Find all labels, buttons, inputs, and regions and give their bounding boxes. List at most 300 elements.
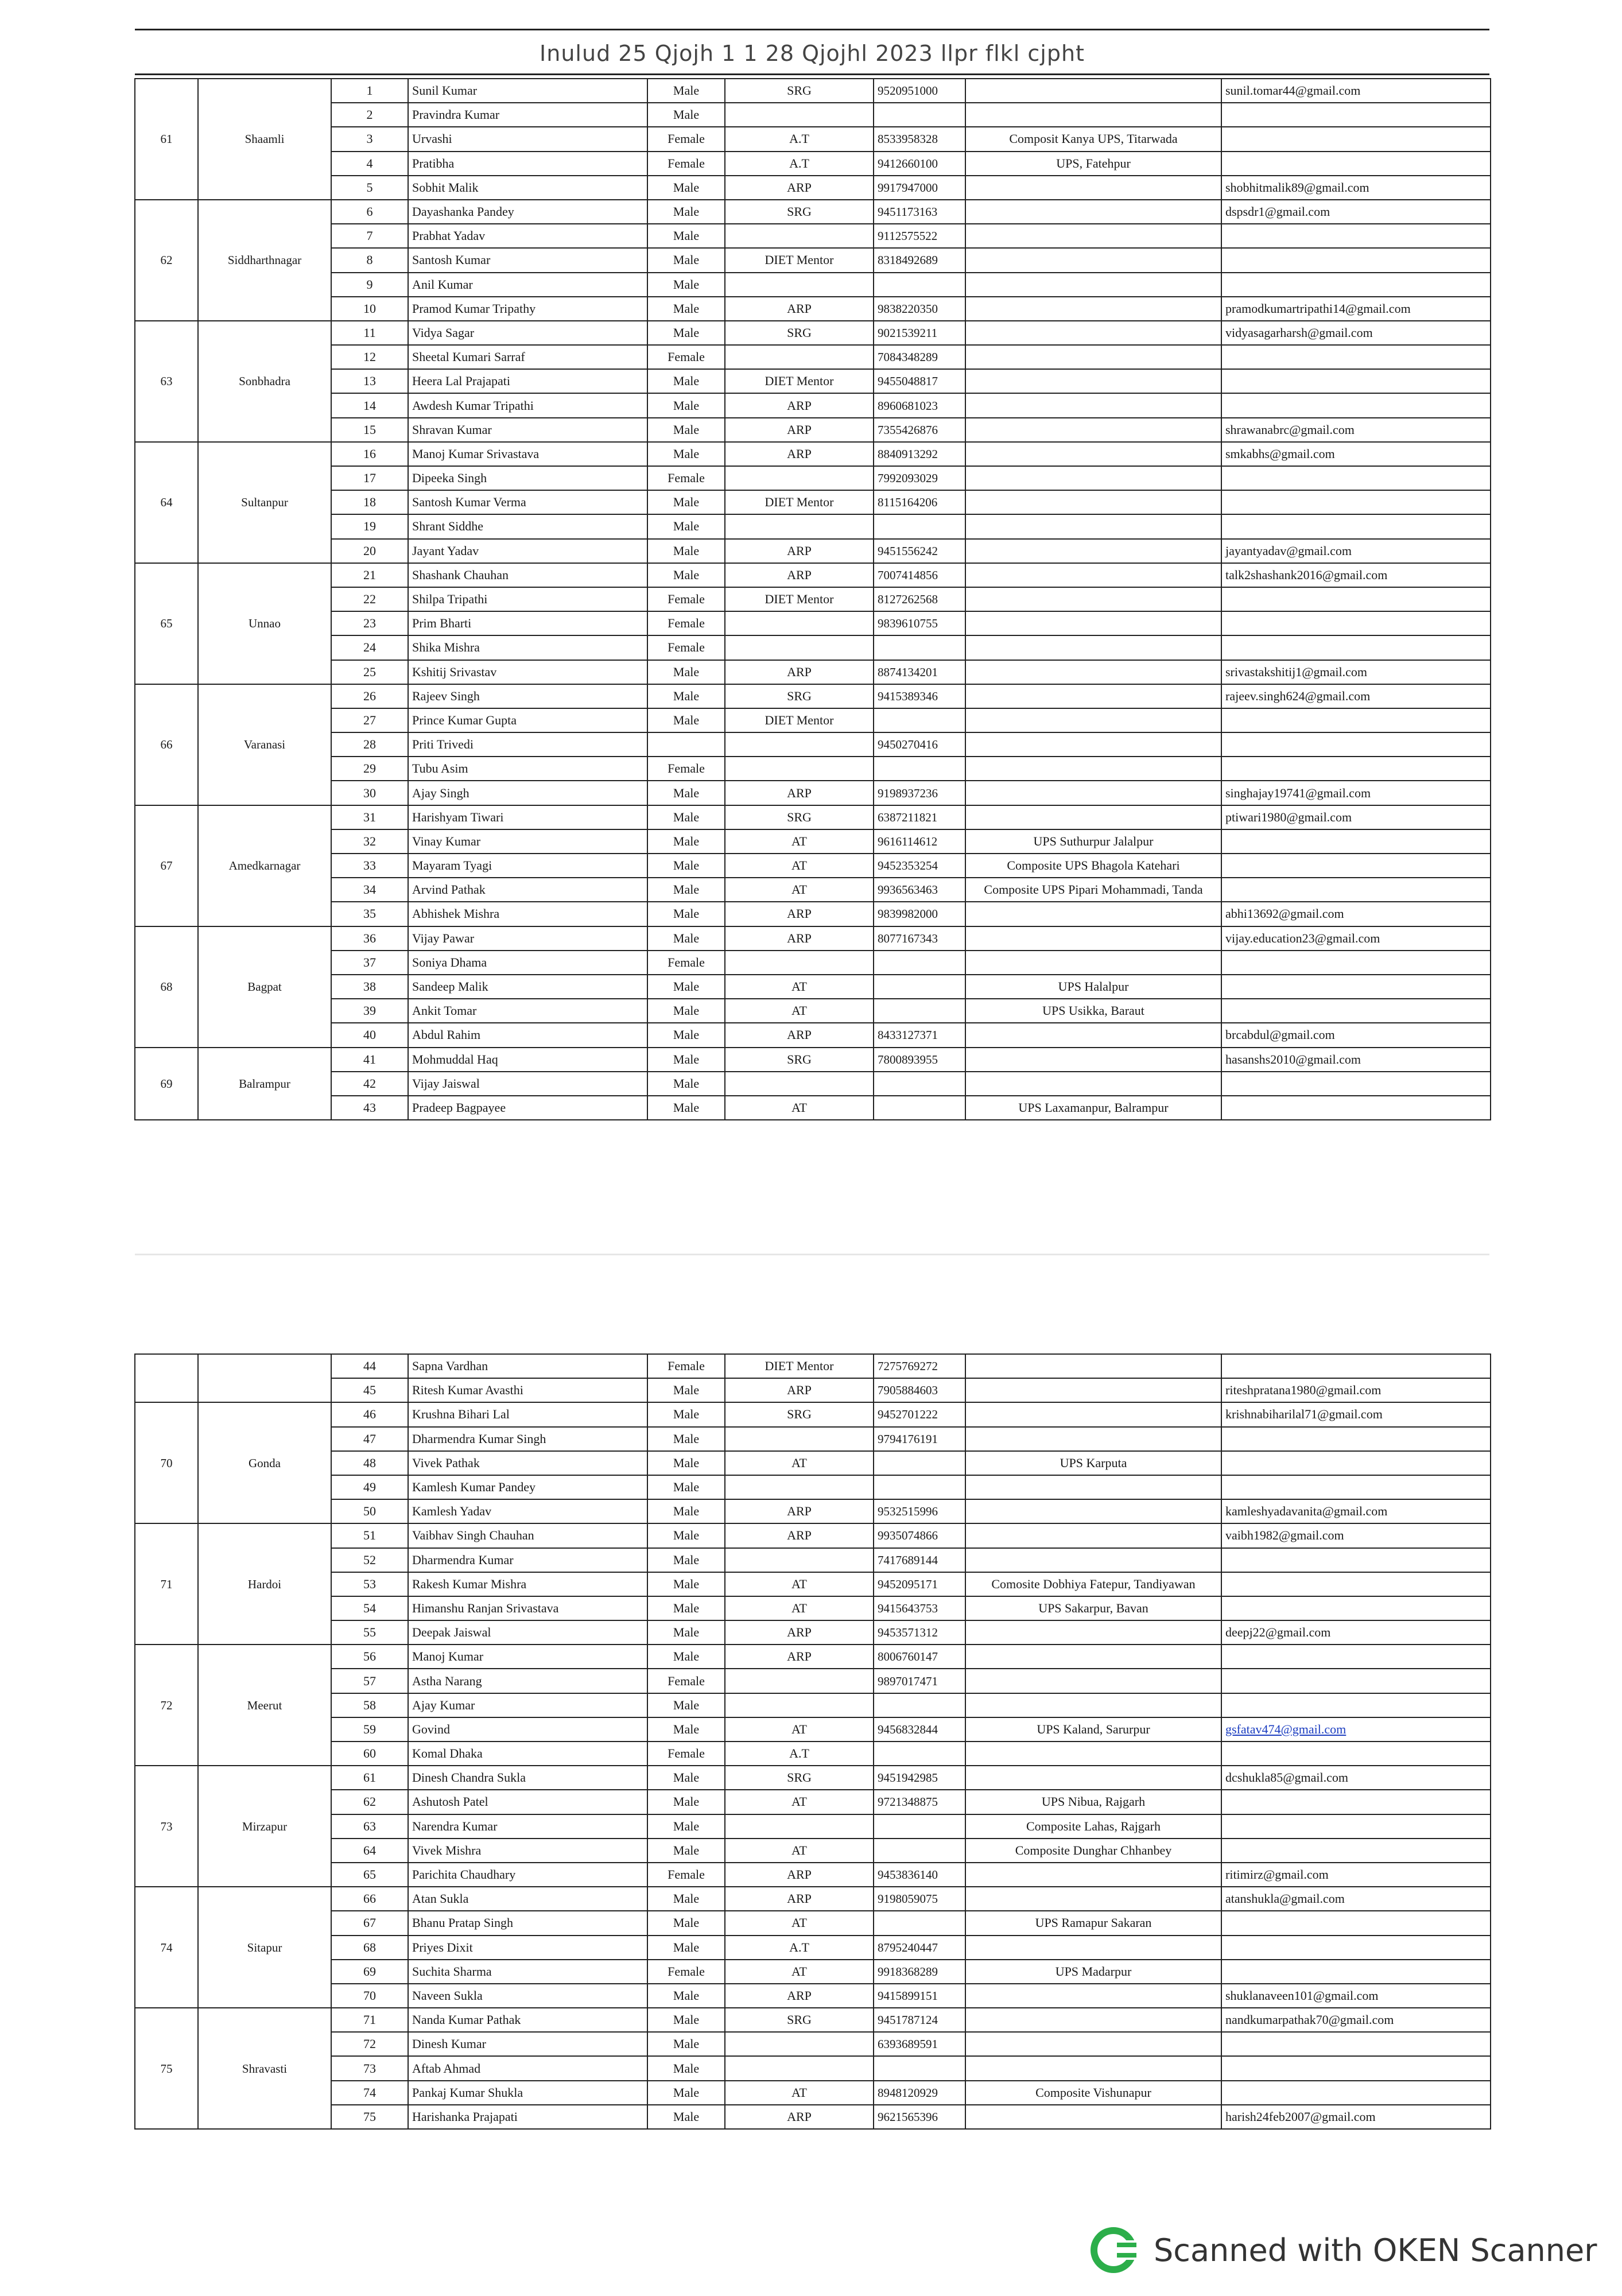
serial-number-cell: 32 — [331, 829, 408, 854]
gender-cell: Male — [647, 684, 725, 708]
table-row — [135, 1960, 1491, 1984]
serial-number-cell: 65 — [331, 1863, 408, 1887]
school-cell: Composite Vishunapur — [965, 2081, 1221, 2105]
table-row — [135, 635, 1491, 660]
serial-number-cell: 27 — [331, 708, 408, 732]
mobile-number-cell: 9451556242 — [874, 539, 965, 563]
table-row — [135, 1863, 1491, 1887]
designation-cell: DIET Mentor — [725, 490, 874, 514]
mobile-number-cell: 6393689591 — [874, 2032, 965, 2056]
participant-name-cell: Priti Trivedi — [408, 732, 647, 757]
school-cell — [965, 611, 1221, 635]
participant-name-cell: Sobhit Malik — [408, 176, 647, 200]
mobile-number-cell: 9918368289 — [874, 1960, 965, 1984]
participant-name-cell: Astha Narang — [408, 1669, 647, 1693]
mobile-number-cell: 9453836140 — [874, 1863, 965, 1887]
gender-cell: Male — [647, 660, 725, 684]
email-cell — [1221, 224, 1491, 248]
designation-cell: ARP — [725, 1023, 874, 1047]
table-row — [135, 1790, 1491, 1814]
serial-number-cell: 10 — [331, 297, 408, 321]
serial-number-cell: 22 — [331, 587, 408, 611]
designation-cell — [725, 611, 874, 635]
designation-cell: AT — [725, 1096, 874, 1120]
designation-cell: SRG — [725, 2008, 874, 2032]
table-row — [135, 1048, 1491, 1072]
school-cell — [965, 2008, 1221, 2032]
designation-cell: A.T — [725, 1742, 874, 1766]
participant-name-cell: Dayashanka Pandey — [408, 200, 647, 224]
email-cell: deepj22@gmail.com — [1221, 1620, 1491, 1645]
designation-cell: ARP — [725, 418, 874, 442]
district-name-cell: Unnao — [198, 563, 331, 684]
participant-name-cell: Santosh Kumar — [408, 248, 647, 272]
mobile-number-cell: 9452095171 — [874, 1572, 965, 1596]
table-row — [135, 539, 1491, 563]
gender-cell: Male — [647, 902, 725, 926]
table-row — [135, 200, 1491, 224]
district-name-cell: Varanasi — [198, 684, 331, 805]
email-cell: jayantyadav@gmail.com — [1221, 539, 1491, 563]
designation-cell: AT — [725, 878, 874, 902]
district-serial-cell: 70 — [135, 1402, 198, 1523]
email-cell — [1221, 152, 1491, 176]
designation-cell: AT — [725, 829, 874, 854]
designation-cell — [725, 1693, 874, 1717]
gender-cell: Male — [647, 200, 725, 224]
participant-name-cell: Kamlesh Kumar Pandey — [408, 1475, 647, 1499]
table-row — [135, 1596, 1491, 1620]
designation-cell: DIET Mentor — [725, 248, 874, 272]
table-row — [135, 1572, 1491, 1596]
gender-cell: Male — [647, 1596, 725, 1620]
participant-name-cell: Rakesh Kumar Mishra — [408, 1572, 647, 1596]
email-cell — [1221, 829, 1491, 854]
district-name-cell: Siddharthnagar — [198, 200, 331, 321]
table-row — [135, 321, 1491, 345]
email-cell: singhajay19741@gmail.com — [1221, 781, 1491, 805]
gender-cell: Female — [647, 757, 725, 781]
participant-name-cell: Urvashi — [408, 127, 647, 151]
serial-number-cell: 6 — [331, 200, 408, 224]
email-cell — [1221, 490, 1491, 514]
gender-cell: Male — [647, 2105, 725, 2129]
district-name-cell: Bagpat — [198, 926, 331, 1048]
table-row — [135, 514, 1491, 538]
participant-name-cell: Parichita Chaudhary — [408, 1863, 647, 1887]
school-cell — [965, 490, 1221, 514]
school-cell — [965, 563, 1221, 587]
participant-name-cell: Shrant Siddhe — [408, 514, 647, 538]
participant-name-cell: Manoj Kumar — [408, 1645, 647, 1669]
mobile-number-cell: 9839610755 — [874, 611, 965, 635]
gender-cell: Male — [647, 1548, 725, 1572]
email-cell — [1221, 1669, 1491, 1693]
school-cell — [965, 393, 1221, 417]
designation-cell: ARP — [725, 2105, 874, 2129]
district-serial-cell: 65 — [135, 563, 198, 684]
email-cell — [1221, 1572, 1491, 1596]
table-row — [135, 1499, 1491, 1523]
designation-cell: AT — [725, 1572, 874, 1596]
district-serial-cell: 72 — [135, 1645, 198, 1766]
participant-name-cell: Shilpa Tripathi — [408, 587, 647, 611]
participant-name-cell: Bhanu Pratap Singh — [408, 1911, 647, 1935]
designation-cell: A.T — [725, 127, 874, 151]
mobile-number-cell: 9456832844 — [874, 1717, 965, 1742]
participant-name-cell: Abhishek Mishra — [408, 902, 647, 926]
district-name-cell: Hardoi — [198, 1523, 331, 1645]
mobile-number-cell — [874, 1911, 965, 1935]
school-cell — [965, 2056, 1221, 2080]
gender-cell: Male — [647, 1402, 725, 1426]
designation-cell — [725, 224, 874, 248]
serial-number-cell: 52 — [331, 1548, 408, 1572]
gender-cell: Female — [647, 466, 725, 490]
serial-number-cell: 60 — [331, 1742, 408, 1766]
participant-name-cell: Prim Bharti — [408, 611, 647, 635]
gender-cell: Male — [647, 1620, 725, 1645]
participant-name-cell: Ashutosh Patel — [408, 1790, 647, 1814]
gender-cell: Female — [647, 345, 725, 369]
designation-cell: ARP — [725, 1984, 874, 2008]
page-separator — [135, 1254, 1489, 1255]
table-row — [135, 684, 1491, 708]
email-cell: riteshpratana1980@gmail.com — [1221, 1378, 1491, 1402]
email-cell — [1221, 466, 1491, 490]
mobile-number-cell: 8948120929 — [874, 2081, 965, 2105]
school-cell — [965, 345, 1221, 369]
table-row — [135, 1814, 1491, 1839]
participant-name-cell: Ajay Kumar — [408, 1693, 647, 1717]
serial-number-cell: 41 — [331, 1048, 408, 1072]
email-cell — [1221, 127, 1491, 151]
gender-cell: Male — [647, 805, 725, 829]
participant-name-cell: Harishyam Tiwari — [408, 805, 647, 829]
designation-cell — [725, 273, 874, 297]
participant-name-cell: Vivek Mishra — [408, 1839, 647, 1863]
table-row — [135, 2008, 1491, 2032]
participant-name-cell: Krushna Bihari Lal — [408, 1402, 647, 1426]
mobile-number-cell: 8874134201 — [874, 660, 965, 684]
table-row — [135, 1451, 1491, 1475]
serial-number-cell: 15 — [331, 418, 408, 442]
participant-name-cell: Shravan Kumar — [408, 418, 647, 442]
district-name-cell: Shravasti — [198, 2008, 331, 2129]
mobile-number-cell: 9451173163 — [874, 200, 965, 224]
serial-number-cell: 21 — [331, 563, 408, 587]
designation-cell: AT — [725, 854, 874, 878]
serial-number-cell: 62 — [331, 1790, 408, 1814]
district-serial-cell: 75 — [135, 2008, 198, 2129]
email-cell: shobhitmalik89@gmail.com — [1221, 176, 1491, 200]
mobile-number-cell: 7992093029 — [874, 466, 965, 490]
district-name-cell: Shaamli — [198, 79, 331, 200]
mobile-number-cell — [874, 1742, 965, 1766]
school-cell — [965, 1936, 1221, 1960]
district-name-cell: Gonda — [198, 1402, 331, 1523]
district-serial-cell: 68 — [135, 926, 198, 1048]
school-cell: UPS Laxamanpur, Balrampur — [965, 1096, 1221, 1120]
participant-name-cell: Heera Lal Prajapati — [408, 369, 647, 393]
table-row — [135, 1475, 1491, 1499]
gender-cell: Male — [647, 1023, 725, 1047]
mobile-number-cell: 9616114612 — [874, 829, 965, 854]
mobile-number-cell: 9453571312 — [874, 1620, 965, 1645]
email-cell — [1221, 708, 1491, 732]
top-rule — [135, 29, 1489, 30]
school-cell — [965, 781, 1221, 805]
participant-name-cell: Mohmuddal Haq — [408, 1048, 647, 1072]
mobile-number-cell — [874, 951, 965, 975]
district-name-cell: Balrampur — [198, 1048, 331, 1120]
serial-number-cell: 45 — [331, 1378, 408, 1402]
participant-name-cell: Deepak Jaiswal — [408, 1620, 647, 1645]
district-serial-cell: 69 — [135, 1048, 198, 1120]
gender-cell: Male — [647, 1072, 725, 1096]
gender-cell: Male — [647, 79, 725, 103]
mobile-number-cell — [874, 103, 965, 127]
designation-cell — [725, 1669, 874, 1693]
participant-name-cell: Vidya Sagar — [408, 321, 647, 345]
serial-number-cell: 7 — [331, 224, 408, 248]
table-row — [135, 1669, 1491, 1693]
email-cell: sunil.tomar44@gmail.com — [1221, 79, 1491, 103]
school-cell — [965, 902, 1221, 926]
school-cell — [965, 708, 1221, 732]
table-row — [135, 1742, 1491, 1766]
gender-cell — [647, 732, 725, 757]
school-cell — [965, 200, 1221, 224]
gender-cell: Male — [647, 563, 725, 587]
mobile-number-cell: 9721348875 — [874, 1790, 965, 1814]
gender-cell: Male — [647, 248, 725, 272]
gender-cell: Male — [647, 393, 725, 417]
serial-number-cell: 14 — [331, 393, 408, 417]
gender-cell: Male — [647, 2056, 725, 2080]
email-cell — [1221, 854, 1491, 878]
designation-cell — [725, 951, 874, 975]
designation-cell: AT — [725, 999, 874, 1023]
designation-cell — [725, 1814, 874, 1839]
mobile-number-cell: 7275769272 — [874, 1354, 965, 1378]
gender-cell: Female — [647, 1960, 725, 1984]
email-cell: krishnabiharilal71@gmail.com — [1221, 1402, 1491, 1426]
table-row — [135, 176, 1491, 200]
email-cell: kamleshyadavanita@gmail.com — [1221, 1499, 1491, 1523]
table-row — [135, 297, 1491, 321]
serial-number-cell: 71 — [331, 2008, 408, 2032]
mobile-number-cell — [874, 1839, 965, 1863]
email-cell: ritimirz@gmail.com — [1221, 1863, 1491, 1887]
mobile-number-cell: 9532515996 — [874, 1499, 965, 1523]
participant-name-cell: Dharmendra Kumar — [408, 1548, 647, 1572]
school-cell — [965, 635, 1221, 660]
table-row — [135, 79, 1491, 103]
serial-number-cell: 66 — [331, 1887, 408, 1911]
gender-cell: Female — [647, 1354, 725, 1378]
serial-number-cell: 3 — [331, 127, 408, 151]
mobile-number-cell: 8840913292 — [874, 442, 965, 466]
participant-name-cell: Ankit Tomar — [408, 999, 647, 1023]
designation-cell — [725, 757, 874, 781]
gender-cell: Male — [647, 514, 725, 538]
gender-cell: Female — [647, 951, 725, 975]
school-cell — [965, 757, 1221, 781]
participant-name-cell: Arvind Pathak — [408, 878, 647, 902]
school-cell — [965, 1645, 1221, 1669]
table-row — [135, 466, 1491, 490]
designation-cell: ARP — [725, 1523, 874, 1548]
mobile-number-cell: 9415643753 — [874, 1596, 965, 1620]
district-name-cell: Sitapur — [198, 1887, 331, 2008]
designation-cell: DIET Mentor — [725, 1354, 874, 1378]
mobile-number-cell: 7800893955 — [874, 1048, 965, 1072]
oken-scanner-logo-icon — [1091, 2225, 1140, 2275]
serial-number-cell: 33 — [331, 854, 408, 878]
school-cell: UPS Karputa — [965, 1451, 1221, 1475]
gender-cell: Male — [647, 1523, 725, 1548]
gender-cell: Male — [647, 2032, 725, 2056]
participant-name-cell: Soniya Dhama — [408, 951, 647, 975]
gender-cell: Male — [647, 1717, 725, 1742]
email-cell — [1221, 514, 1491, 538]
email-cell: shuklanaveen101@gmail.com — [1221, 1984, 1491, 2008]
table-row — [135, 611, 1491, 635]
serial-number-cell: 46 — [331, 1402, 408, 1426]
designation-cell: ARP — [725, 1863, 874, 1887]
participant-name-cell: Santosh Kumar Verma — [408, 490, 647, 514]
table-row — [135, 757, 1491, 781]
table-row — [135, 2081, 1491, 2105]
school-cell — [965, 1863, 1221, 1887]
school-cell: UPS Madarpur — [965, 1960, 1221, 1984]
school-cell: Composite Dunghar Chhanbey — [965, 1839, 1221, 1863]
school-cell — [965, 587, 1221, 611]
table-row — [135, 1911, 1491, 1935]
table-row — [135, 1096, 1491, 1120]
email-cell: shrawanabrc@gmail.com — [1221, 418, 1491, 442]
mobile-number-cell: 9415899151 — [874, 1984, 965, 2008]
serial-number-cell: 23 — [331, 611, 408, 635]
gender-cell: Female — [647, 635, 725, 660]
school-cell — [965, 1669, 1221, 1693]
table-row — [135, 490, 1491, 514]
designation-cell — [725, 1072, 874, 1096]
school-cell — [965, 1523, 1221, 1548]
participant-name-cell: Shika Mishra — [408, 635, 647, 660]
mobile-number-cell: 9936563463 — [874, 878, 965, 902]
mobile-number-cell: 9450270416 — [874, 732, 965, 757]
school-cell — [965, 805, 1221, 829]
table-row — [135, 829, 1491, 854]
table-row — [135, 1072, 1491, 1096]
serial-number-cell: 54 — [331, 1596, 408, 1620]
email-cell — [1221, 1790, 1491, 1814]
district-name-cell: Meerut — [198, 1645, 331, 1766]
school-cell — [965, 926, 1221, 951]
participant-name-cell: Atan Sukla — [408, 1887, 647, 1911]
serial-number-cell: 51 — [331, 1523, 408, 1548]
designation-cell: AT — [725, 1839, 874, 1863]
school-cell — [965, 321, 1221, 345]
table-row — [135, 369, 1491, 393]
serial-number-cell: 35 — [331, 902, 408, 926]
serial-number-cell: 4 — [331, 152, 408, 176]
gender-cell: Male — [647, 1839, 725, 1863]
email-cell — [1221, 1596, 1491, 1620]
school-cell — [965, 369, 1221, 393]
gender-cell: Female — [647, 1669, 725, 1693]
school-cell — [965, 103, 1221, 127]
mobile-number-cell — [874, 1096, 965, 1120]
email-cell: srivastakshitij1@gmail.com — [1221, 660, 1491, 684]
school-cell — [965, 1354, 1221, 1378]
serial-number-cell: 8 — [331, 248, 408, 272]
gender-cell: Male — [647, 321, 725, 345]
mobile-number-cell: 9198059075 — [874, 1887, 965, 1911]
serial-number-cell: 50 — [331, 1499, 408, 1523]
designation-cell: ARP — [725, 563, 874, 587]
gender-cell: Female — [647, 127, 725, 151]
designation-cell: ARP — [725, 926, 874, 951]
school-cell — [965, 539, 1221, 563]
designation-cell: ARP — [725, 781, 874, 805]
table-row — [135, 418, 1491, 442]
mobile-number-cell: 9621565396 — [874, 2105, 965, 2129]
serial-number-cell: 37 — [331, 951, 408, 975]
mobile-number-cell: 8115164206 — [874, 490, 965, 514]
participant-name-cell: Pankaj Kumar Shukla — [408, 2081, 647, 2105]
participant-name-cell: Govind — [408, 1717, 647, 1742]
designation-cell: SRG — [725, 1766, 874, 1790]
serial-number-cell: 25 — [331, 660, 408, 684]
serial-number-cell: 29 — [331, 757, 408, 781]
participant-name-cell: Naveen Sukla — [408, 1984, 647, 2008]
mobile-number-cell — [874, 1072, 965, 1096]
serial-number-cell: 31 — [331, 805, 408, 829]
mobile-number-cell — [874, 1475, 965, 1499]
email-cell: harish24feb2007@gmail.com — [1221, 2105, 1491, 2129]
table-row — [135, 708, 1491, 732]
serial-number-cell: 48 — [331, 1451, 408, 1475]
serial-number-cell: 57 — [331, 1669, 408, 1693]
participant-name-cell: Himanshu Ranjan Srivastava — [408, 1596, 647, 1620]
participant-name-cell: Pratibha — [408, 152, 647, 176]
mobile-number-cell: 6387211821 — [874, 805, 965, 829]
participant-name-cell: Dinesh Kumar — [408, 2032, 647, 2056]
serial-number-cell: 68 — [331, 1936, 408, 1960]
serial-number-cell: 11 — [331, 321, 408, 345]
gender-cell: Male — [647, 1645, 725, 1669]
school-cell — [965, 273, 1221, 297]
participant-name-cell: Narendra Kumar — [408, 1814, 647, 1839]
table-row — [135, 2056, 1491, 2080]
participant-name-cell: Pravindra Kumar — [408, 103, 647, 127]
school-cell — [965, 2105, 1221, 2129]
table-row — [135, 805, 1491, 829]
district-name-cell: Sultanpur — [198, 442, 331, 563]
gender-cell: Male — [647, 1814, 725, 1839]
participant-name-cell: Shashank Chauhan — [408, 563, 647, 587]
designation-cell: DIET Mentor — [725, 708, 874, 732]
mobile-number-cell — [874, 514, 965, 538]
serial-number-cell: 40 — [331, 1023, 408, 1047]
participant-name-cell: Prince Kumar Gupta — [408, 708, 647, 732]
email-cell — [1221, 2056, 1491, 2080]
designation-cell — [725, 103, 874, 127]
table-row — [135, 248, 1491, 272]
